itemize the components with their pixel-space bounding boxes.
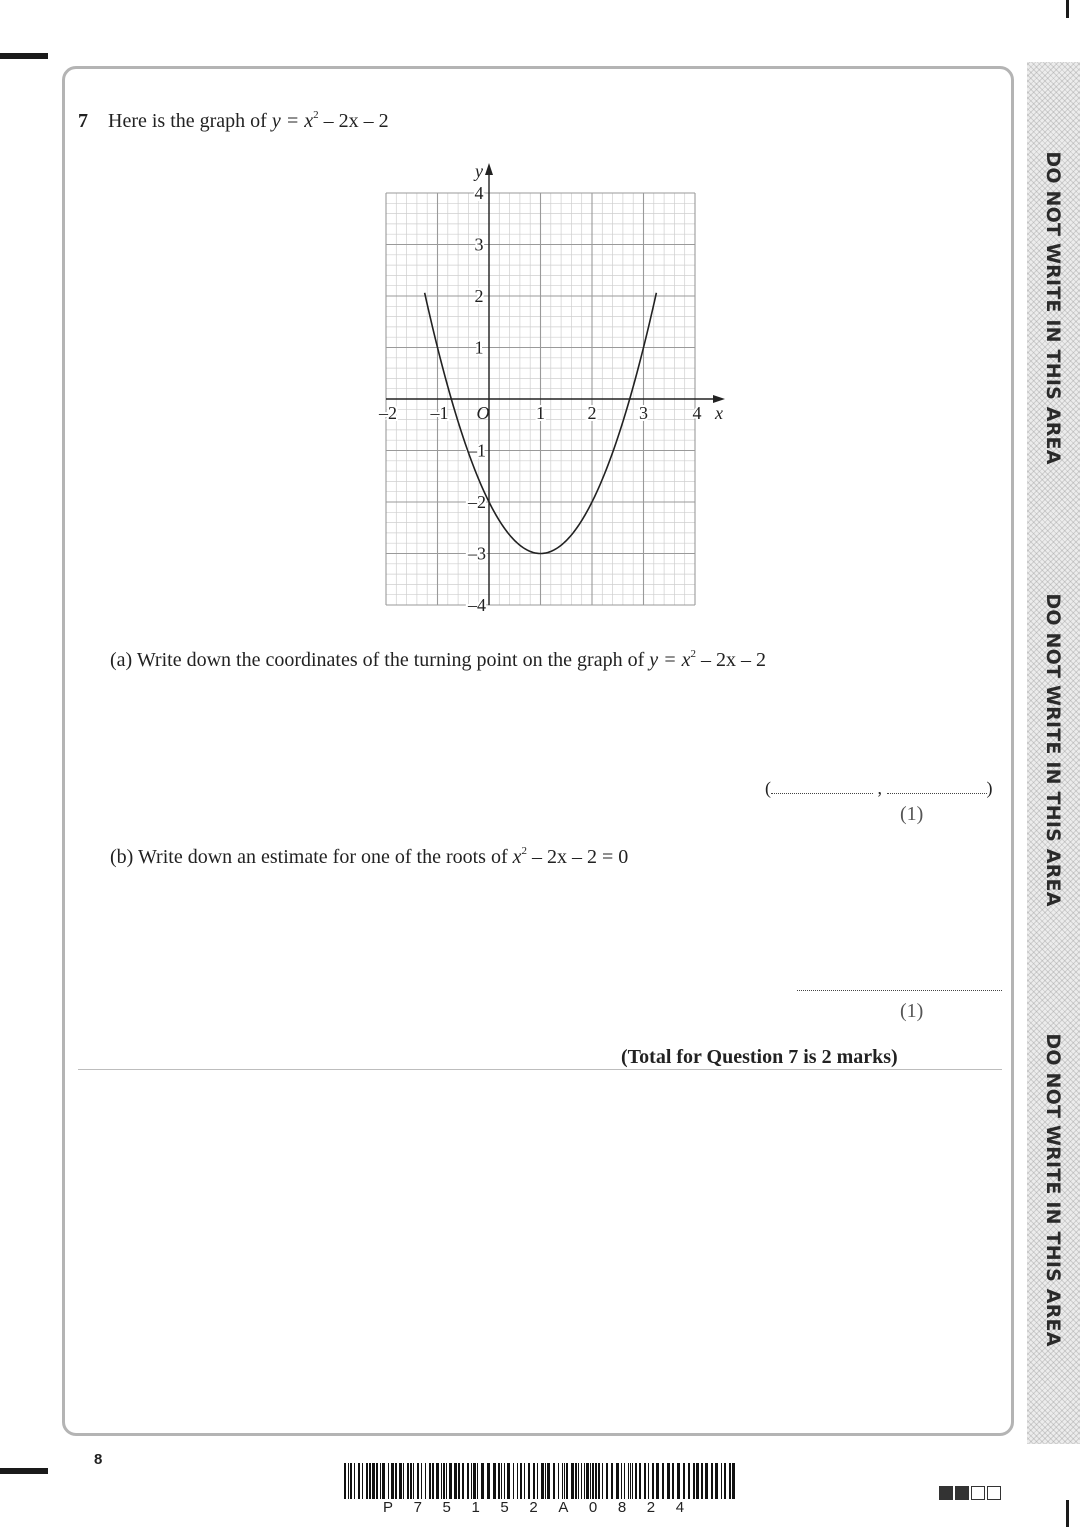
barcode-bar: [541, 1463, 544, 1499]
barcode-bar: [606, 1463, 608, 1499]
barcode-bar: [616, 1463, 619, 1499]
part-b-equation-power: 2: [521, 845, 527, 857]
x-tick-label: 3: [639, 403, 648, 423]
barcode-bar: [481, 1463, 484, 1499]
barcode-bar: [471, 1463, 472, 1499]
margin-warning: DO NOT WRITE IN THIS AREA: [1042, 1033, 1064, 1347]
barcode-bar: [621, 1463, 622, 1499]
barcode-bar: [701, 1463, 703, 1499]
barcode-bar: [467, 1463, 469, 1499]
x-axis-label: x: [715, 403, 723, 423]
part-a-label: (a): [110, 649, 133, 671]
barcode-bar: [586, 1463, 589, 1499]
barcode-bar: [462, 1463, 464, 1499]
part-b-marks: (1): [900, 1000, 924, 1022]
part-a-marks: (1): [900, 803, 924, 825]
barcode-bar: [683, 1463, 685, 1499]
barcode-bar: [732, 1463, 735, 1499]
barcode-bar: [493, 1463, 496, 1499]
barcode-bar: [624, 1463, 625, 1499]
origin-label: O: [476, 403, 490, 423]
barcode-bar: [628, 1463, 629, 1499]
question-total: (Total for Question 7 is 2 marks): [621, 1046, 898, 1068]
margin-warning: DO NOT WRITE IN THIS AREA: [1042, 151, 1064, 465]
barcode-bar: [578, 1463, 579, 1499]
barcode-bar: [644, 1463, 646, 1499]
answer-y-field[interactable]: [887, 793, 987, 794]
barcode-bar: [382, 1463, 385, 1499]
registration-mark: [0, 1468, 48, 1474]
barcode-bar: [446, 1463, 447, 1499]
barcode-bar: [410, 1463, 412, 1499]
part-a-text: Write down the coordinates of the turning point on the graph of: [136, 649, 645, 671]
barcode-bar: [344, 1463, 346, 1499]
equation-rest: – 2x – 2: [323, 110, 389, 132]
barcode-text: P75152A0824: [383, 1499, 705, 1516]
barcode-bar: [566, 1463, 568, 1499]
barcode-bar: [473, 1463, 476, 1499]
barcode-bar: [693, 1463, 695, 1499]
x-tick-label: –2: [379, 403, 397, 423]
answer-separator: ,: [877, 778, 882, 798]
barcode-bar: [592, 1463, 594, 1499]
page-block: [971, 1486, 985, 1500]
barcode-bar: [715, 1463, 718, 1499]
barcode-bar: [504, 1463, 505, 1499]
part-b-equation-rest: – 2x – 2 = 0: [532, 846, 629, 868]
barcode-bar: [581, 1463, 582, 1499]
barcode-bar: [564, 1463, 565, 1499]
x-tick-label: 4: [692, 403, 702, 423]
barcode-bar: [348, 1463, 349, 1499]
x-tick-label: 1: [536, 403, 545, 423]
barcode-bar: [648, 1463, 649, 1499]
barcode-bar: [662, 1463, 664, 1499]
barcode-bar: [380, 1463, 381, 1499]
barcode-bar: [533, 1463, 535, 1499]
barcode-bar: [417, 1463, 419, 1499]
x-tick-label: 2: [587, 403, 597, 423]
barcode-bar: [688, 1463, 690, 1499]
question-number: 7: [78, 110, 88, 132]
barcode-bar: [528, 1463, 530, 1499]
y-axis-arrow: [485, 163, 493, 175]
barcode-bar: [354, 1463, 355, 1499]
barcode-bar: [358, 1463, 360, 1499]
barcode-bar: [407, 1463, 409, 1499]
part-a-answer[interactable]: [765, 778, 993, 799]
y-tick-label: 3: [474, 234, 484, 255]
barcode-bar: [696, 1463, 699, 1499]
divider: [78, 1069, 1002, 1070]
barcode-bar: [721, 1463, 722, 1499]
margin-warning: DO NOT WRITE IN THIS AREA: [1042, 593, 1064, 907]
barcode-bar: [635, 1463, 637, 1499]
barcode-bar: [545, 1463, 546, 1499]
y-tick-label: 4: [474, 183, 484, 203]
y-tick-label: –1: [468, 440, 486, 461]
part-b-label: (b): [110, 846, 134, 868]
barcode-bar: [729, 1463, 731, 1499]
barcode-bar: [421, 1463, 422, 1499]
barcode-bar: [571, 1463, 574, 1499]
page-block: [987, 1486, 1001, 1500]
part-a-equation-rest: – 2x – 2: [701, 649, 766, 671]
barcode-bar: [501, 1463, 502, 1499]
barcode-bar: [436, 1463, 439, 1499]
barcode-bar: [547, 1463, 550, 1499]
barcode-bar: [537, 1463, 538, 1499]
barcode-bar: [524, 1463, 525, 1499]
barcode-bar: [498, 1463, 500, 1499]
intro-text: Here is the graph of: [108, 110, 267, 132]
y-tick-label: –3: [468, 543, 486, 564]
barcode-bar: [520, 1463, 522, 1499]
barcode-bar: [584, 1463, 585, 1499]
barcode-bar: [632, 1463, 633, 1499]
equation-lhs: y = x: [271, 110, 314, 132]
y-axis-label: y: [475, 161, 483, 181]
equation-power: 2: [313, 109, 319, 121]
page-block: [939, 1486, 953, 1500]
part-a-question: [110, 648, 766, 672]
barcode-bar: [376, 1463, 378, 1499]
barcode-bar: [477, 1463, 478, 1499]
barcode-bar: [369, 1463, 371, 1499]
barcode-bar: [429, 1463, 431, 1499]
barcode-bar: [362, 1463, 363, 1499]
part-b-equation-lhs: x: [512, 846, 522, 868]
answer-x-field[interactable]: [771, 793, 873, 794]
barcode-bar: [656, 1463, 659, 1499]
barcode-bar: [454, 1463, 457, 1499]
y-tick-label: 2: [474, 286, 484, 306]
x-axis-arrow: [713, 395, 725, 403]
barcode-bar: [595, 1463, 597, 1499]
barcode-bar: [630, 1463, 631, 1499]
barcode-bar: [507, 1463, 510, 1499]
barcode-bar: [517, 1463, 518, 1499]
barcode-bar: [672, 1463, 674, 1499]
barcode-bar: [391, 1463, 394, 1499]
answer-open-bracket: (: [765, 778, 771, 798]
y-tick-label: –4: [468, 595, 486, 615]
barcode-bar: [611, 1463, 613, 1499]
barcode-bar: [639, 1463, 641, 1499]
x-tick-label: –1: [430, 403, 449, 423]
barcode-bar: [458, 1463, 460, 1499]
part-b-text: Write down an estimate for one of the roots of: [137, 846, 508, 868]
barcode: [344, 1463, 736, 1499]
barcode-bar: [395, 1463, 397, 1499]
barcode-bar: [372, 1463, 375, 1499]
barcode-bar: [350, 1463, 352, 1499]
barcode-bar: [558, 1463, 559, 1499]
part-b-question: [110, 845, 628, 869]
barcode-bar: [443, 1463, 445, 1499]
parabola-graph: [0, 0, 1080, 640]
answer-close-bracket: ): [986, 778, 993, 798]
y-tick-label: 1: [474, 337, 484, 358]
barcode-bar: [366, 1463, 368, 1499]
barcode-bar: [425, 1463, 426, 1499]
barcode-bar: [602, 1463, 603, 1499]
registration-mark: [1066, 1500, 1069, 1527]
page-block: [955, 1486, 969, 1500]
barcode-bar: [553, 1463, 555, 1499]
barcode-bar: [652, 1463, 654, 1499]
barcode-bar: [388, 1463, 389, 1499]
y-tick-label: –2: [468, 492, 486, 512]
barcode-bar: [399, 1463, 402, 1499]
page-number: 8: [94, 1451, 103, 1468]
part-a-equation-lhs: y = x: [649, 649, 691, 671]
page-indicator: [939, 1486, 1003, 1500]
barcode-bar: [513, 1463, 514, 1499]
barcode-bar: [562, 1463, 563, 1499]
barcode-bar: [711, 1463, 713, 1499]
barcode-bar: [449, 1463, 452, 1499]
barcode-bar: [413, 1463, 414, 1499]
barcode-bar: [441, 1463, 442, 1499]
barcode-bar: [575, 1463, 577, 1499]
barcode-bar: [403, 1463, 404, 1499]
barcode-bar: [724, 1463, 726, 1499]
part-a-equation-power: 2: [690, 648, 696, 660]
barcode-bar: [590, 1463, 591, 1499]
barcode-bar: [667, 1463, 670, 1499]
barcode-bar: [598, 1463, 600, 1499]
barcode-bar: [487, 1463, 490, 1499]
barcode-bar: [677, 1463, 680, 1499]
part-b-answer-field[interactable]: [797, 990, 1002, 991]
barcode-bar: [432, 1463, 434, 1499]
barcode-bar: [705, 1463, 708, 1499]
